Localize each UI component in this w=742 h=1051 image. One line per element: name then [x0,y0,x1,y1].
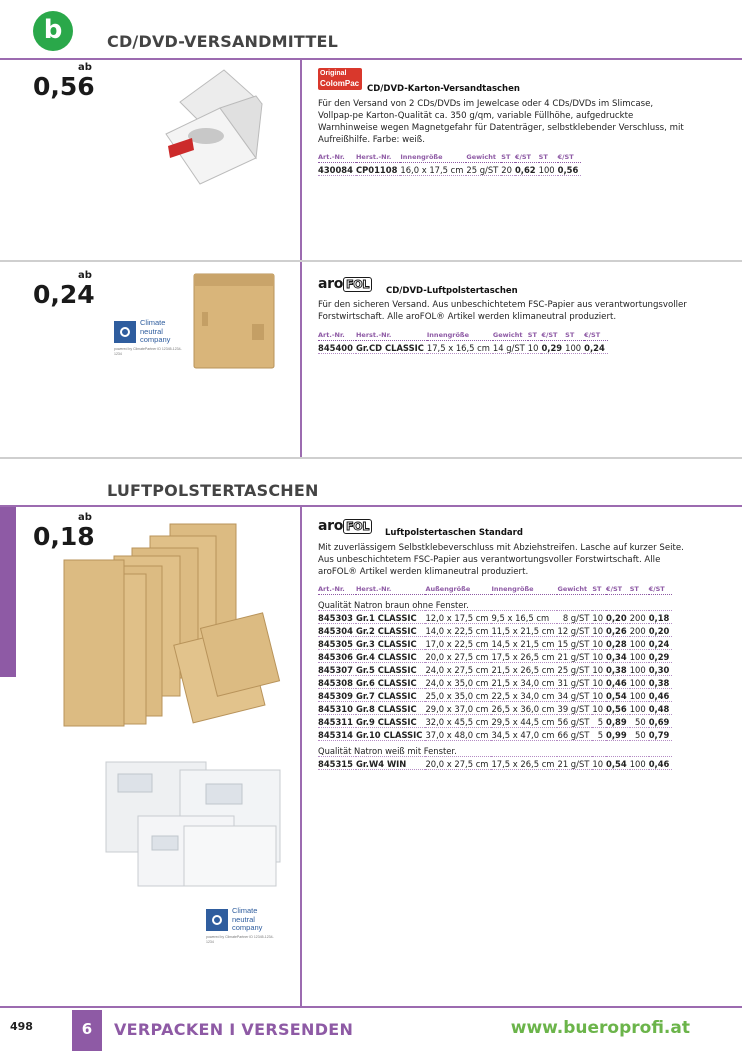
table-header: ST [528,331,542,341]
table-cell: 0,46 [649,757,673,770]
table-cell: 12 g/ST [557,624,592,637]
table-cell: 9,5 x 16,5 cm [491,611,557,624]
arofol-logo [318,276,372,292]
table-cell: 10 [592,611,606,624]
table-cell: 0,20 [606,611,630,624]
table-cell: 21,5 x 34,0 cm [491,676,557,689]
arofol-a: aro [318,276,344,292]
logo-icon: b [33,11,73,51]
table-cell: CP01108 [356,163,400,176]
product-title: Luftpolstertaschen Standard [385,528,523,538]
table-header: €/ST [515,153,539,163]
chapter-title: VERPACKEN I VERSENDEN [114,1020,354,1039]
website-link[interactable]: www.bueroprofi.at [510,1018,690,1038]
table-group-label: Qualität Natron weiß mit Fenster. [318,741,672,757]
table-group-label: Qualität Natron braun ohne Fenster. [318,595,672,611]
product-table [318,331,608,354]
table-row [318,624,672,637]
table-header: ST [565,331,584,341]
table-cell: 0,29 [649,650,673,663]
table-cell: 100 [630,676,649,689]
table-cell: 24,0 x 27,5 cm [425,663,491,676]
product-title: CD/DVD-Luftpolstertaschen [386,286,518,296]
table-cell: 17,5 x 16,5 cm [427,341,493,354]
table-cell: 50 [630,715,649,728]
table-cell: 10 [592,702,606,715]
table-cell: 25,0 x 35,0 cm [425,689,491,702]
table-cell: Gr.6 CLASSIC [356,676,425,689]
table-cell: Gr.8 CLASSIC [356,702,425,715]
table-cell: 5 [592,715,606,728]
section-title-luftpolster: LUFTPOLSTERTASCHEN [107,481,319,500]
page-number: 498 [10,1020,33,1033]
product-table [318,585,672,770]
divider [0,505,742,507]
table-cell: 0,26 [606,624,630,637]
climate-neutral-logo [206,907,276,953]
table-cell: 21 g/ST [557,757,592,770]
table-cell: 0,62 [515,163,539,176]
table-cell: Gr.5 CLASSIC [356,663,425,676]
table-row [318,611,672,624]
table-cell: 845305 [318,637,356,650]
table-cell: 66 g/ST [557,728,592,741]
table-cell: 24,0 x 35,0 cm [425,676,491,689]
climate-icon [114,321,136,343]
table-cell: 32,0 x 45,5 cm [425,715,491,728]
table-header: ST [592,585,606,595]
divider [0,260,742,262]
product-description: Für den Versand von 2 CDs/DVDs im Jewelcase oder 4 CDs/DVDs im Slimcase, Vollpap-pe Karton-Qualität ca. 350 g/qm, variable Füllhöhe, aufgedruckte Warnhinweise wegen Magnetgefahr für Datenträger, selbstklebender Verschluss, mit Aufreißhilfe. Farbe: weiß. [318,99,684,145]
table-cell: 845314 [318,728,356,741]
price-ab: ab [78,62,92,73]
table-cell: Gr.9 CLASSIC [356,715,425,728]
price-ab: ab [78,512,92,523]
table-cell: 56 g/ST [557,715,592,728]
table-cell: 0,24 [584,341,608,354]
table-cell: 0,69 [649,715,673,728]
table-cell: 0,30 [649,663,673,676]
table-header: Gewicht [557,585,592,595]
climate-small: powered by ClimatePartner ID 12345-1234-1234 [114,347,182,356]
table-row [318,163,581,176]
product-image-cd-luftpolster [192,272,276,370]
table-cell: 845308 [318,676,356,689]
table-cell: 0,18 [649,611,673,624]
table-header: €/ST [558,153,582,163]
table-row [318,341,608,354]
table-row [318,689,672,702]
table-cell: 845311 [318,715,356,728]
product-image-luftpolster-braun [62,522,286,744]
table-header: Innengröße [400,153,466,163]
table-cell: 0,54 [606,689,630,702]
price: 0,18 [33,522,95,551]
table-cell: 100 [630,702,649,715]
table-header: Innengröße [427,331,493,341]
table-cell: 22,5 x 34,0 cm [491,689,557,702]
table-cell: 12,0 x 17,5 cm [425,611,491,624]
climate-neutral-logo [114,319,184,365]
table-cell: 10 [592,663,606,676]
table-cell: 10 [592,689,606,702]
table-cell: 34 g/ST [557,689,592,702]
table-row [318,702,672,715]
divider-vertical [300,507,302,1007]
divider [0,1006,742,1008]
table-cell: 0,56 [606,702,630,715]
table-cell: 10 [592,757,606,770]
table-cell: 0,29 [541,341,565,354]
table-cell: 15 g/ST [557,637,592,650]
arofol-logo [318,518,372,534]
table-row [318,663,672,676]
table-cell: 0,48 [649,702,673,715]
table-cell: Gr.1 CLASSIC [356,611,425,624]
table-cell: 430084 [318,163,356,176]
colompac-logo [318,68,362,90]
table-cell: 0,46 [649,689,673,702]
table-cell: 0,28 [606,637,630,650]
product-description: Mit zuverlässigem Selbstklebeverschluss mit Abziehstreifen. Lasche auf kurzer Seite. Aus unbeschichtetem FSC-Papier aus verantwortungsvoller Forstwirtschaft. Alle aroFOL® Artikel werden klimaneutral produziert. [318,543,684,577]
table-group-row [318,741,672,757]
table-cell: 21 g/ST [557,650,592,663]
table-cell: 31 g/ST [557,676,592,689]
table-cell: Gr.3 CLASSIC [356,637,425,650]
table-cell: 10 [592,637,606,650]
table-cell: 100 [630,663,649,676]
table-cell: 8 g/ST [557,611,592,624]
arofol-b: FOL [343,277,372,292]
table-row [318,637,672,650]
table-row [318,757,672,770]
table-header: Herst.-Nr. [356,153,400,163]
table-cell: 37,0 x 48,0 cm [425,728,491,741]
arofol-a: aro [318,518,344,534]
table-cell: 17,0 x 22,5 cm [425,637,491,650]
table-cell: 100 [630,757,649,770]
climate-line3: company [232,923,263,932]
table-header: Herst.-Nr. [356,585,425,595]
divider [0,457,742,459]
table-header: Außengröße [425,585,491,595]
table-cell: 0,38 [606,663,630,676]
climate-icon [206,909,228,931]
table-cell: 0,46 [606,676,630,689]
table-cell: 17,5 x 26,5 cm [491,650,557,663]
table-row [318,676,672,689]
table-cell: Gr.CD CLASSIC [356,341,427,354]
table-cell: Gr.W4 WIN [356,757,425,770]
table-header: Art.-Nr. [318,331,356,341]
table-cell: 39 g/ST [557,702,592,715]
table-cell: 845306 [318,650,356,663]
table-header: ST [501,153,515,163]
table-header: Art.-Nr. [318,153,356,163]
chapter-side-bar [0,507,16,677]
table-cell: 14 g/ST [493,341,528,354]
climate-small: powered by ClimatePartner ID 12345-1234-1234 [206,935,274,944]
table-cell: 14,5 x 21,5 cm [491,637,557,650]
product-image-karton [158,66,268,186]
product-title: CD/DVD-Karton-Versandtaschen [367,84,520,94]
table-cell: 34,5 x 47,0 cm [491,728,557,741]
table-row [318,728,672,741]
table-cell: 10 [592,624,606,637]
table-cell: 845315 [318,757,356,770]
table-header: ST [539,153,558,163]
table-cell: Gr.7 CLASSIC [356,689,425,702]
table-cell: 20 [501,163,515,176]
table-header: ST [630,585,649,595]
table-header: €/ST [606,585,630,595]
colompac-line1: Original [320,70,347,77]
table-cell: 10 [592,650,606,663]
table-cell: 0,56 [558,163,582,176]
product-description: Für den sicheren Versand. Aus unbeschichtetem FSC-Papier aus verantwortungsvoller Forstwirtschaft. Alle aroFOL® Artikel werden klimaneutral produziert. [318,300,687,322]
table-cell: 26,5 x 36,0 cm [491,702,557,715]
table-header: €/ST [649,585,673,595]
section-title-cd-dvd: CD/DVD-VERSANDMITTEL [107,32,338,51]
table-cell: 845309 [318,689,356,702]
table-header: Gewicht [466,153,501,163]
table-cell: 17,5 x 26,5 cm [491,757,557,770]
product-table [318,153,581,176]
table-cell: Gr.10 CLASSIC [356,728,425,741]
table-cell: 200 [630,624,649,637]
table-cell: 0,34 [606,650,630,663]
table-cell: 11,5 x 21,5 cm [491,624,557,637]
table-header: Innengröße [491,585,557,595]
price-ab: ab [78,270,92,281]
table-cell: 100 [565,341,584,354]
table-cell: 0,24 [649,637,673,650]
table-cell: 100 [630,650,649,663]
climate-line2: neutral [140,326,163,336]
table-cell: 0,38 [649,676,673,689]
divider-vertical [300,262,302,457]
table-cell: 25 g/ST [557,663,592,676]
table-cell: 0,79 [649,728,673,741]
table-row [318,715,672,728]
divider [0,58,742,60]
table-cell: Gr.2 CLASSIC [356,624,425,637]
product-image-luftpolster-weiss [104,760,284,890]
table-cell: 0,54 [606,757,630,770]
colompac-line2: ColomPac [320,79,360,88]
table-cell: 16,0 x 17,5 cm [400,163,466,176]
table-cell: 14,0 x 22,5 cm [425,624,491,637]
table-cell: 845400 [318,341,356,354]
climate-line2: neutral [232,914,255,924]
table-cell: 845304 [318,624,356,637]
table-cell: 10 [592,676,606,689]
table-cell: 29,5 x 44,5 cm [491,715,557,728]
table-cell: 29,0 x 37,0 cm [425,702,491,715]
price: 0,56 [33,72,95,101]
climate-text [140,319,170,345]
table-cell: 100 [630,689,649,702]
table-cell: 100 [539,163,558,176]
climate-line3: company [140,335,171,344]
table-cell: 21,5 x 26,5 cm [491,663,557,676]
table-cell: 845310 [318,702,356,715]
climate-line1: Climate [232,906,258,915]
price: 0,24 [33,280,95,309]
table-cell: 25 g/ST [466,163,501,176]
table-header: Gewicht [493,331,528,341]
table-cell: 20,0 x 27,5 cm [425,757,491,770]
table-cell: 0,20 [649,624,673,637]
table-cell: 50 [630,728,649,741]
table-cell: 100 [630,637,649,650]
table-header: Art.-Nr. [318,585,356,595]
table-cell: 5 [592,728,606,741]
table-group-row [318,595,672,611]
climate-text [232,907,262,933]
chapter-number: 6 [72,1010,102,1051]
arofol-b: FOL [343,519,372,534]
table-header: €/ST [584,331,608,341]
table-header: Herst.-Nr. [356,331,427,341]
table-cell: 200 [630,611,649,624]
table-cell: 845303 [318,611,356,624]
table-cell: 20,0 x 27,5 cm [425,650,491,663]
climate-line1: Climate [140,318,166,327]
table-cell: 845307 [318,663,356,676]
table-header: €/ST [541,331,565,341]
table-cell: 0,89 [606,715,630,728]
table-cell: Gr.4 CLASSIC [356,650,425,663]
table-row [318,650,672,663]
table-cell: 10 [528,341,542,354]
table-cell: 0,99 [606,728,630,741]
divider-vertical [300,60,302,260]
